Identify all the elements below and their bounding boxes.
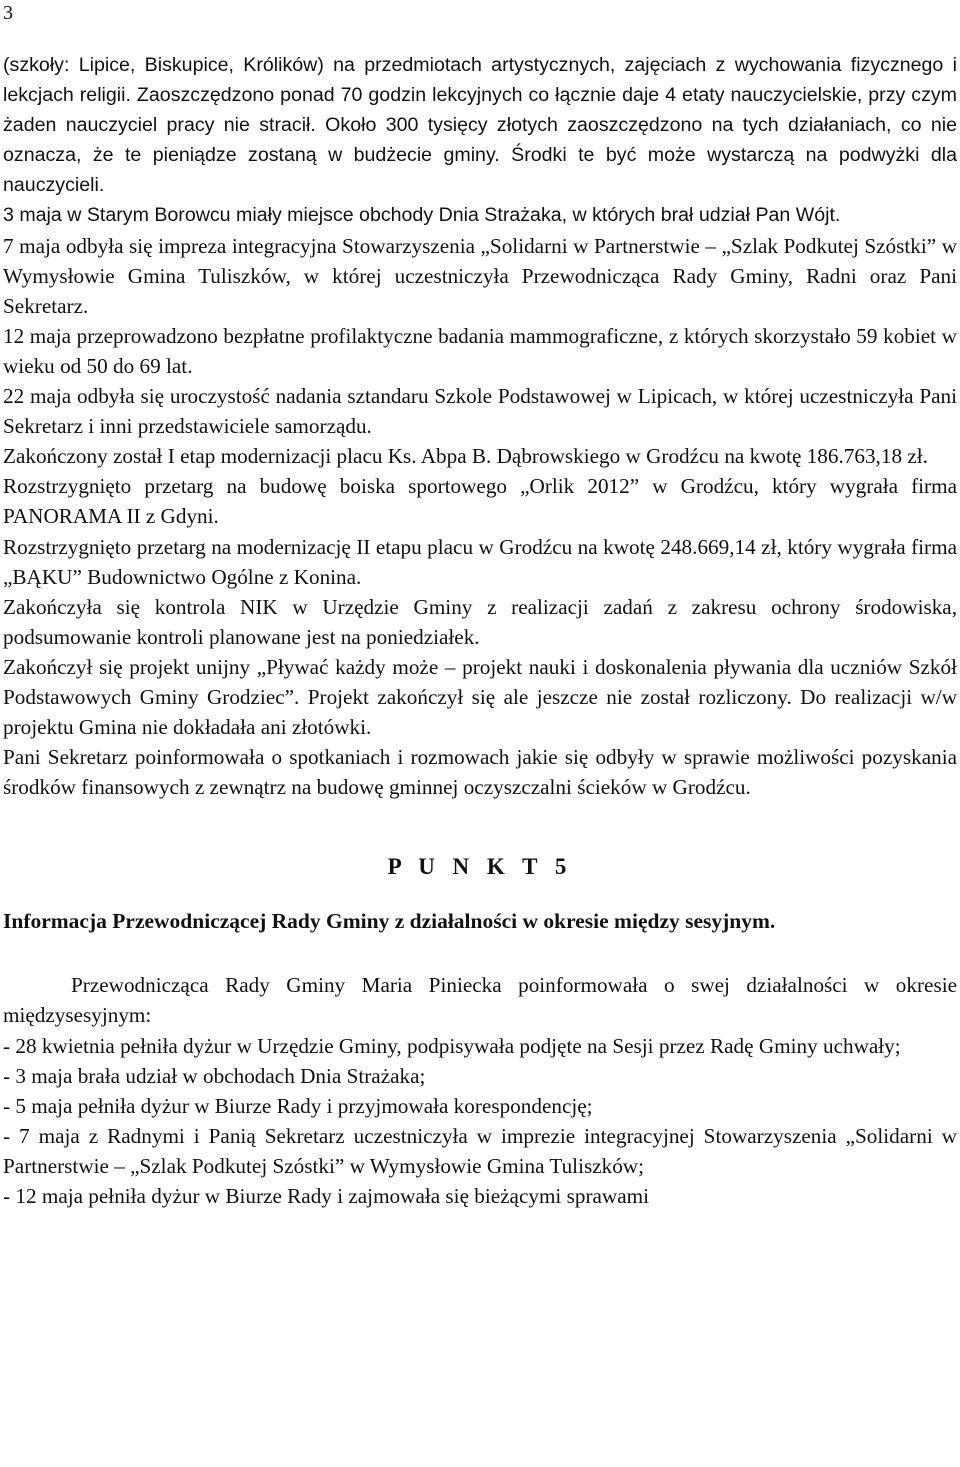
list-item: - 3 maja brała udział w obchodach Dnia Strażaka; [3, 1063, 426, 1088]
section-heading: Informacja Przewodniczącej Rady Gminy z działalności w okresie między sesyjnym. [3, 909, 776, 934]
paragraph-school-banner: 22 maja odbyła się uroczystość nadania sztandaru Szkole Podstawowej w Lipicach, w której uczestniczyła Pani Sekretarz i inni przedstawiciele samorządu. [3, 384, 957, 439]
paragraph-square-tender: Rozstrzygnięto przetarg na modernizację II etapu placu w Grodźcu na kwotę 248.669,14 zł, który wygrała firma „BĄKU” Budownictwo Ogólne z Konina. [3, 534, 957, 589]
section-title: P U N K T 5 [387, 854, 573, 880]
list-item: - 28 kwietnia pełniła dyżur w Urzędzie Gminy, podpisywała podjęte na Sesji przez Radę Gminy uchwały; [3, 1033, 901, 1058]
list-item: - 5 maja pełniła dyżur w Biurze Rady i przyjmowała korespondencję; [3, 1093, 593, 1118]
page-number: 3 [3, 2, 13, 24]
list-item: - 7 maja z Radnymi i Panią Sekretarz uczestniczyła w imprezie integracyjnej Stowarzyszenia „Solidarni w Partnerstwie – „Szlak Podkutej Szóstki” w Wymysłowie Gmina Tuliszków; [3, 1123, 957, 1178]
paragraph-square-modernization: Zakończony został I etap modernizacji placu Ks. Abpa B. Dąbrowskiego w Grodźcu na kwotę 186.763,18 zł. [3, 444, 928, 469]
paragraph-integration-event: 7 maja odbyła się impreza integracyjna Stowarzyszenia „Solidarni w Partnerstwie – „Szlak Podkutej Szóstki” w Wymysłowie Gmina Tuliszków, w której uczestniczyła Przewodnicząca Rady Gminy, Radni oraz Pani Sekretarz. [3, 233, 957, 318]
list-item: - 12 maja pełniła dyżur w Biurze Rady i zajmowała się bieżącymi sprawami [3, 1184, 649, 1208]
paragraph-nik-audit: Zakończyła się kontrola NIK w Urzędzie Gminy z realizacji zadań z zakresu ochrony środowiska, podsumowanie kontroli planowane jest na poniedziałek. [3, 594, 957, 649]
paragraph-schools-savings: (szkoły: Lipice, Biskupice, Królików) na przedmiotach artystycznych, zajęciach z wychowania fizycznego i lekcjach religii. Zaoszczędzono ponad 70 godzin lekcyjnych co łącznie daje 4 etaty nauczycielskie, przy czym żaden nauczyciel pracy nie stracił. Około 300 tysięcy złotych zaoszczędzono na tych działaniach, co nie oznacza, że te pieniądze zostaną w budżecie gminy. Środki te być może wystarczą na podwyżki dla nauczycieli. [3, 54, 957, 197]
document-body [3, 50, 957, 1211]
paragraph-firefighters-day: 3 maja w Starym Borowcu miały miejsce obchody Dnia Strażaka, w których brał udział Pan Wójt. [3, 204, 841, 227]
intro-paragraph: Przewodnicząca Rady Gminy Maria Piniecka poinformowała o swej działalności w okresie międzysesyjnym: [3, 973, 957, 1028]
paragraph-mammography: 12 maja przeprowadzono bezpłatne profilaktyczne badania mammograficzne, z których skorzystało 59 kobiet w wieku od 50 do 69 lat. [3, 323, 957, 378]
paragraph-swimming-project: Zakończył się projekt unijny „Pływać każdy może – projekt nauki i doskonalenia pływania dla uczniów Szkół Podstawowych Gminy Grodziec”. Projekt zakończył się ale jeszcze nie został rozliczony. Do realizacji w/w projektu Gmina nie dokładała ani złotówki. [3, 654, 957, 740]
paragraph-sewage-plant: Pani Sekretarz poinformowała o spotkaniach i rozmowach jakie się odbyły w sprawie możliwości pozyskania środków finansowych z zewnątrz na budowę gminnej oczyszczalni ścieków w Grodźcu. [3, 745, 957, 800]
paragraph-orlik-tender: Rozstrzygnięto przetarg na budowę boiska sportowego „Orlik 2012” w Grodźcu, który wygrała firma PANORAMA II z Gdyni. [3, 474, 957, 529]
